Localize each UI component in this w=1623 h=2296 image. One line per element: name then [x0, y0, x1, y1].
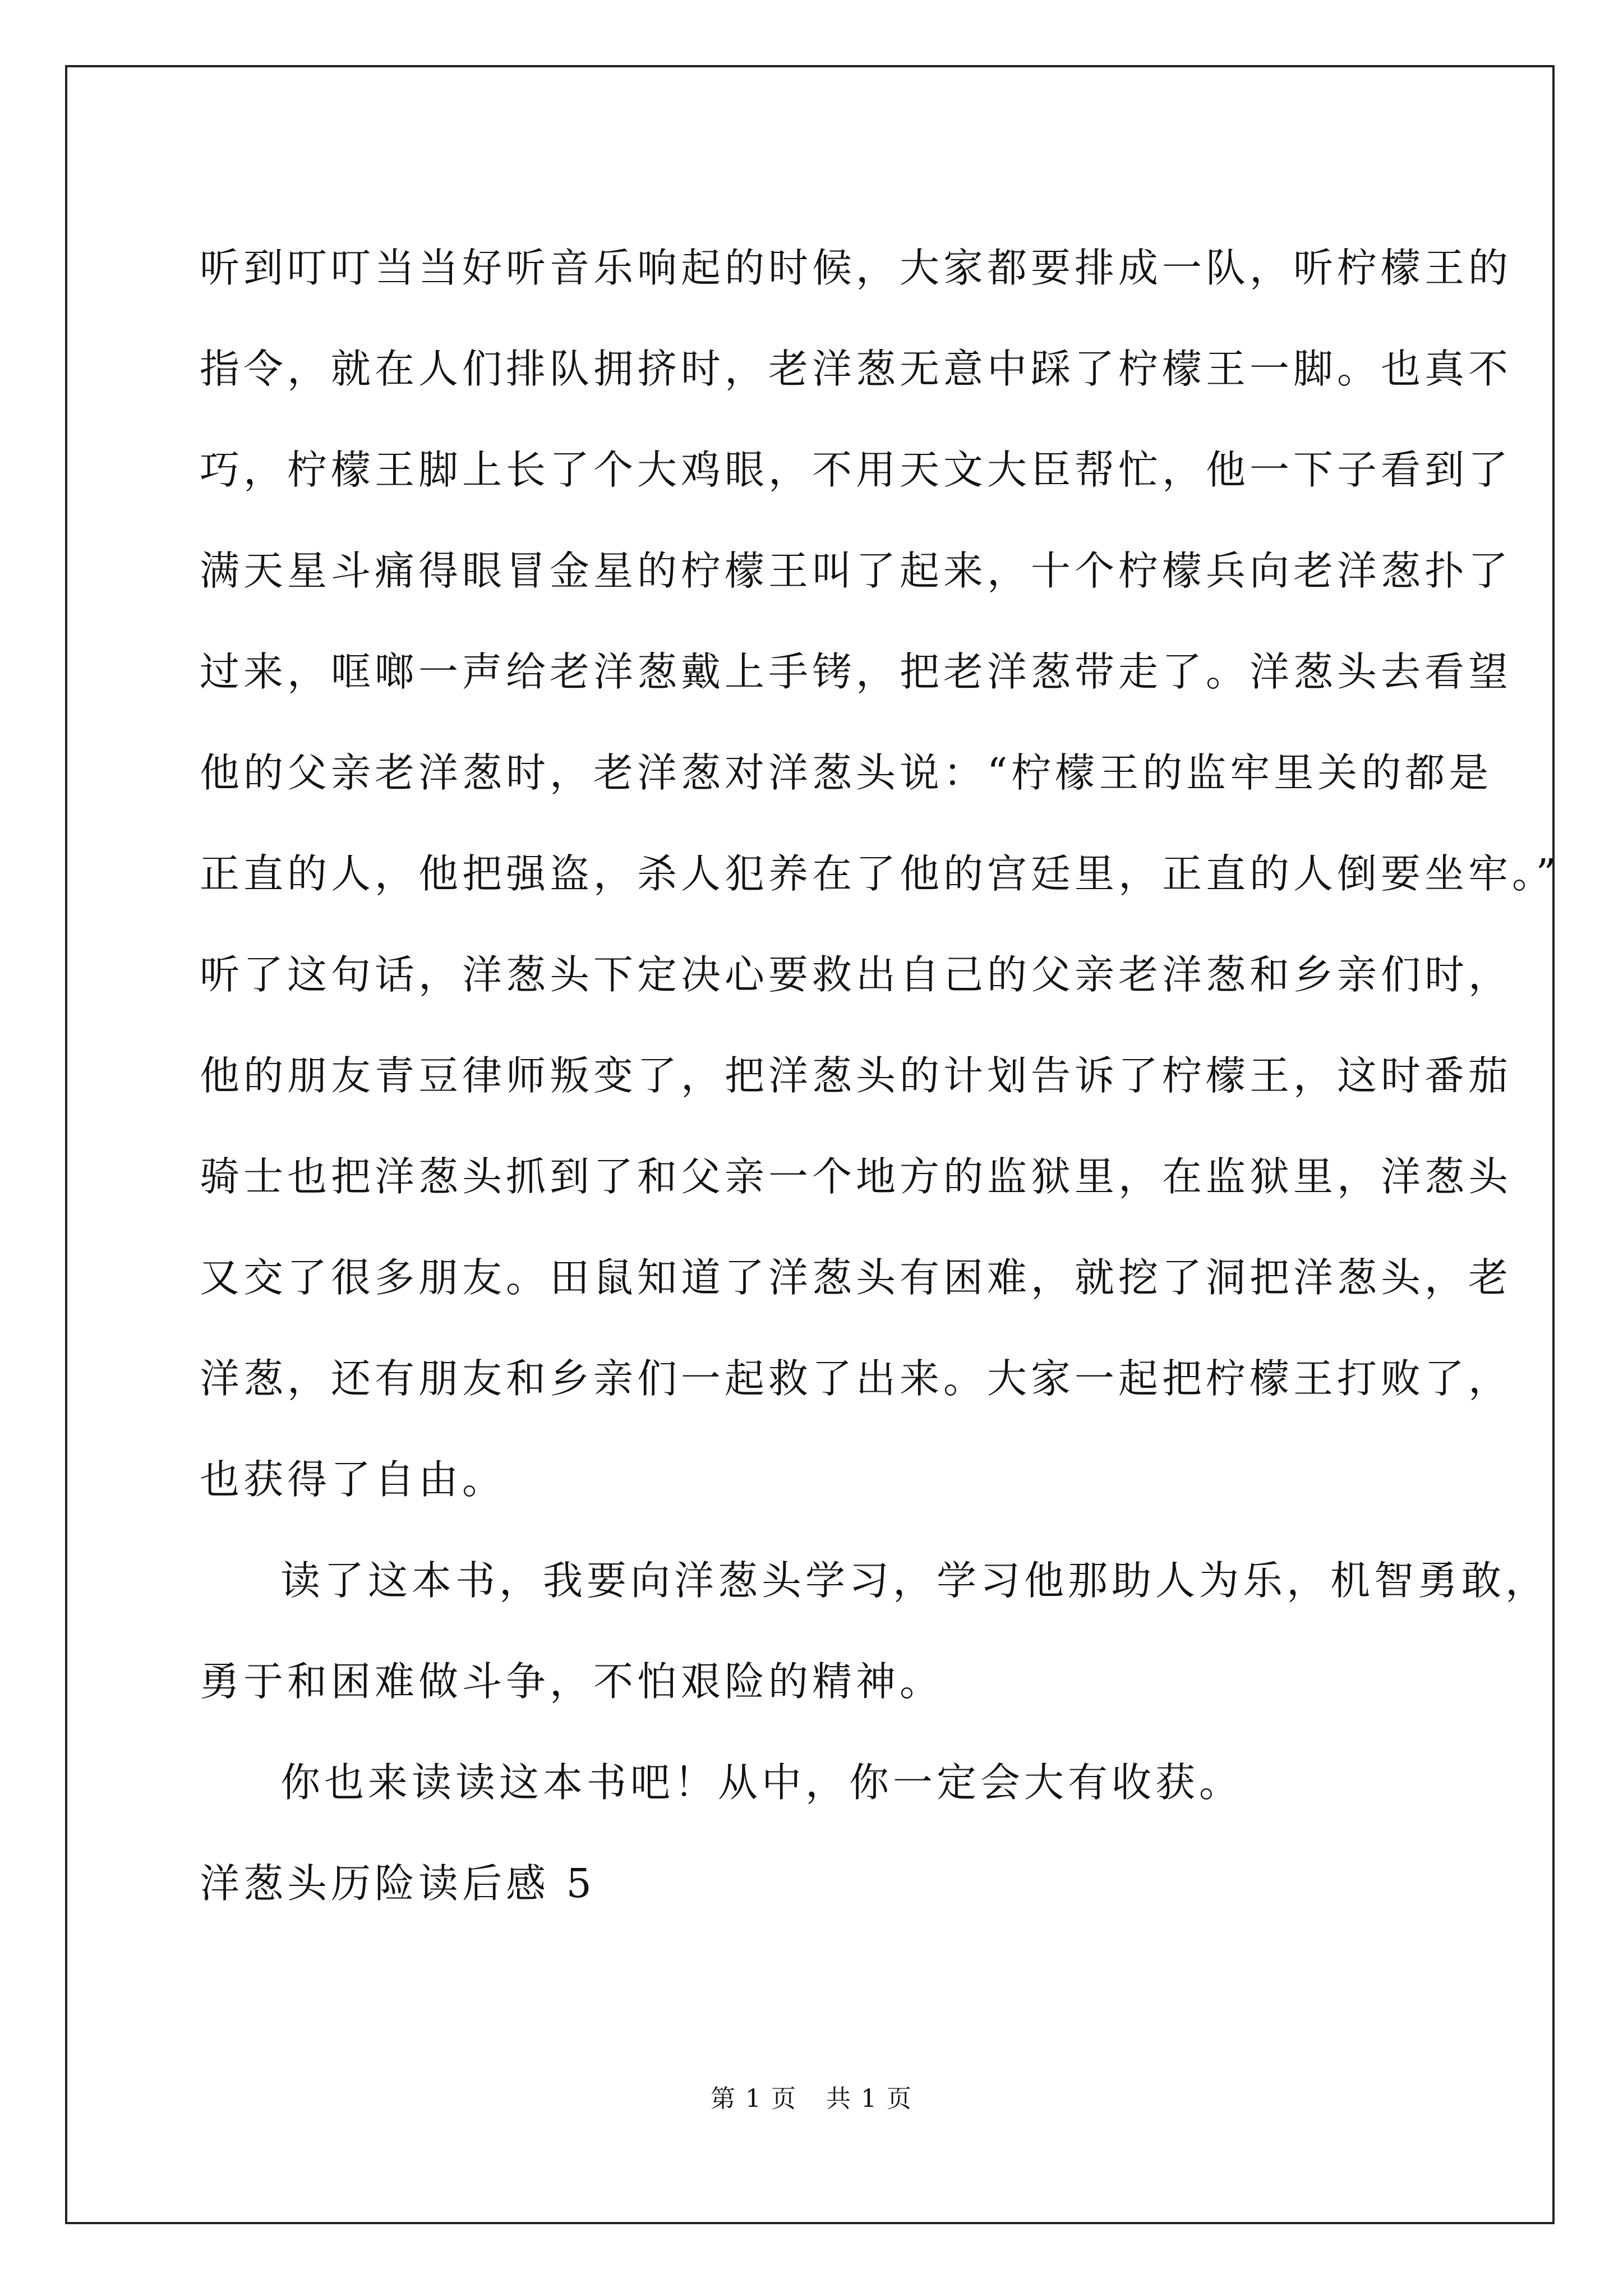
- text-line: 满天星斗痛得眼冒金星的柠檬王叫了起来，十个柠檬兵向老洋葱扑了: [200, 547, 1513, 594]
- text-line: 指令，就在人们排队拥挤时，老洋葱无意中踩了柠檬王一脚。也真不: [200, 346, 1513, 392]
- text-line: 勇于和困难做斗争，不怕艰险的精神。: [200, 1658, 944, 1705]
- text-line: 他的父亲老洋葱时，老洋葱对洋葱头说：“柠檬王的监牢里关的都是: [200, 749, 1493, 796]
- text-line: 过来，哐啷一声给老洋葱戴上手铐，把老洋葱带走了。洋葱头去看望: [200, 648, 1513, 695]
- text-line: 听到叮叮当当好听音乐响起的时候，大家都要排成一队，听柠檬王的: [200, 245, 1513, 291]
- page-footer: [0, 2078, 1623, 2114]
- text-line: 骑士也把洋葱头抓到了和父亲一个地方的监狱里，在监狱里，洋葱头: [200, 1153, 1513, 1200]
- text-line: 读了这本书，我要向洋葱头学习，学习他那助人为乐，机智勇敢，: [280, 1557, 1550, 1604]
- text-line: 你也来读读这本书吧！从中，你一定会大有收获。: [280, 1759, 1243, 1806]
- text-line: 洋葱，还有朋友和乡亲们一起救了出来。大家一起把柠檬王打败了，: [200, 1355, 1513, 1402]
- document-body: [200, 218, 1560, 1934]
- text-line: 听了这句话，洋葱头下定决心要救出自己的父亲老洋葱和乡亲们时，: [200, 951, 1513, 998]
- section-heading: 洋葱头历险读后感 5: [200, 1860, 596, 1907]
- text-line: 巧，柠檬王脚上长了个大鸡眼，不用天文大臣帮忙，他一下子看到了: [200, 447, 1513, 493]
- text-line: 又交了很多朋友。田鼠知道了洋葱头有困难，就挖了洞把洋葱头，老: [200, 1254, 1513, 1301]
- page-total: 共 1 页: [826, 2085, 912, 2113]
- text-line: 正直的人，他把强盗，杀人犯养在了他的宫廷里，正直的人倒要坐牢。”: [200, 850, 1560, 897]
- text-line: 他的朋友青豆律师叛变了，把洋葱头的计划告诉了柠檬王，这时番茄: [200, 1052, 1513, 1099]
- text-line: 也获得了自由。: [200, 1456, 506, 1503]
- page-number: 第 1 页: [711, 2085, 797, 2113]
